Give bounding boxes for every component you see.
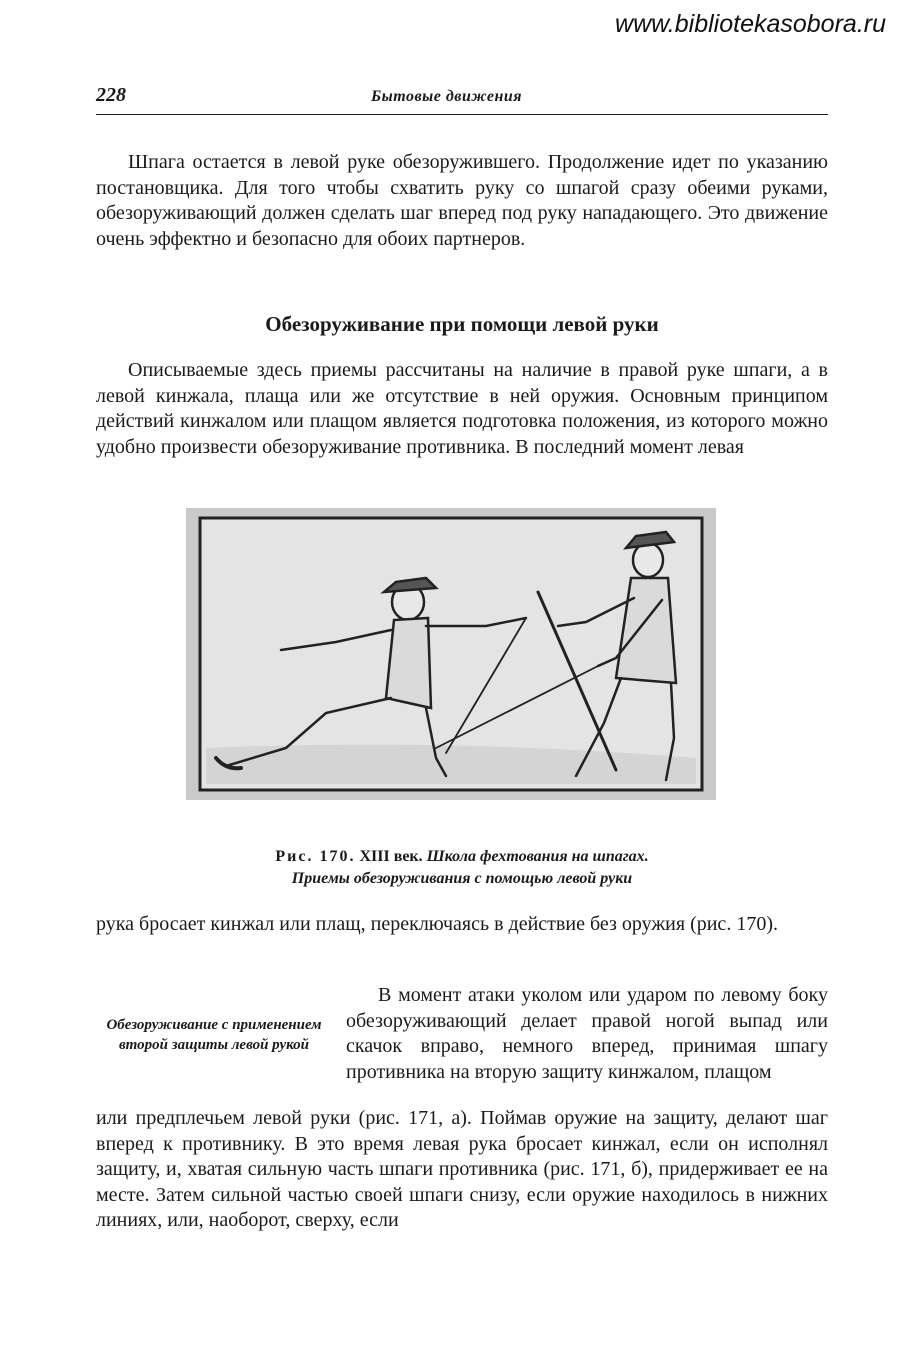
page-number: 228 bbox=[96, 84, 126, 106]
paragraph-4-top bbox=[346, 983, 828, 1085]
caption-lead: Рис. 170. bbox=[275, 848, 356, 865]
paragraph-1-text: Шпага остается в левой руке обезоружившего. Продолжение идет по указанию постановщика. Для того чтобы схватить руку со шпагой сразу обеими руками, обезоруживающий должен сделать шаг вперед под руку нападающего. Это движение очень эффектно и безопасно для обоих партнеров. bbox=[96, 151, 828, 250]
paragraph-2-text: Описываемые здесь приемы рассчитаны на наличие в правой руке шпаги, а в левой кинжала, плаща или же отсутствие в ней оружия. Основным принципом действий кинжалом или плащом является подготовка положения, из которого можно удобно произвести обезоруживание противника. В последний момент левая bbox=[96, 359, 828, 458]
paragraph-4-bottom bbox=[96, 1106, 828, 1234]
paragraph-4-bottom-text: или предплечьем левой руки (рис. 171, а). Поймав оружие на защиту, делают шаг вперед к противнику. В это время левая рука бросает кинжал, если он исполнял защиту, и, хватая сильную часть шпаги противника (рис. 171, б), придерживает ее на месте. Затем сильной частью своей шпаги снизу, если оружие находилось в нижних линиях, или, наоборот, сверху, если bbox=[96, 1107, 828, 1231]
paragraph-3 bbox=[96, 912, 828, 938]
figure-illustration bbox=[186, 508, 716, 800]
paragraph-2 bbox=[96, 358, 828, 460]
caption-title: Школа фехтования на шпагах. bbox=[426, 848, 649, 865]
caption-line-2: Приемы обезоруживания с помощью левой руки bbox=[291, 870, 633, 887]
figure-caption bbox=[96, 846, 828, 890]
fencing-engraving bbox=[186, 508, 716, 800]
running-head bbox=[96, 84, 828, 115]
section-heading: Обезоруживание при помощи левой руки bbox=[265, 312, 659, 336]
paragraph-4-top-text: В момент атаки уколом или ударом по левому боку обезоруживающий делает правой ногой выпад или скачок вправо, немного вперед, принимая шпагу противника на вторую защиту кинжалом, плащом bbox=[346, 984, 828, 1083]
paragraph-3-text: рука бросает кинжал или плащ, переключаясь в действие без оружия (рис. 170). bbox=[96, 913, 778, 935]
caption-line-1 bbox=[96, 846, 828, 868]
paragraph-1 bbox=[96, 150, 828, 252]
running-title: Бытовые движения bbox=[371, 88, 522, 105]
margin-note: Обезоруживание с применением второй защиты левой рукой bbox=[106, 1017, 322, 1053]
caption-century: XIII век. bbox=[359, 848, 423, 865]
watermark: www.bibliotekasobora.ru bbox=[615, 10, 886, 38]
